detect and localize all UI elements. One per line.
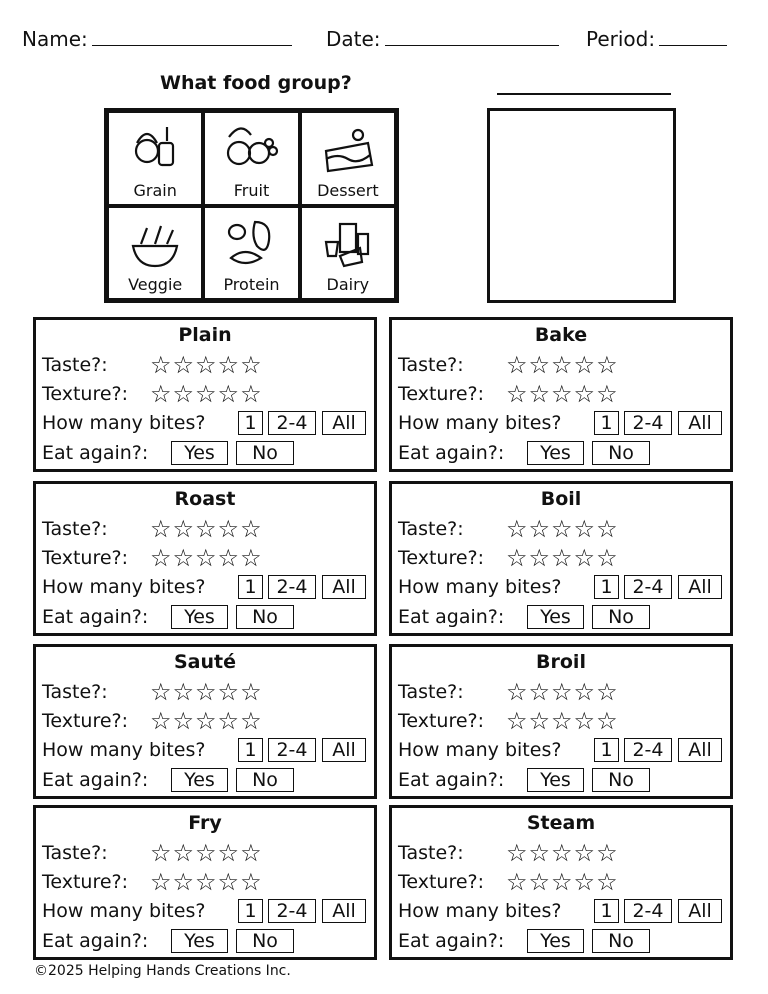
taste-star-rating[interactable]: ☆☆☆☆☆ (506, 515, 619, 543)
texture-star-rating[interactable]: ☆☆☆☆☆ (150, 707, 263, 735)
food-group-label: Dessert (317, 180, 379, 200)
texture-star-rating[interactable]: ☆☆☆☆☆ (150, 380, 263, 408)
bites-label: How many bites? (42, 576, 206, 598)
yes-option[interactable]: Yes (171, 605, 228, 629)
method-card-boil (389, 481, 733, 636)
method-card-broil (389, 644, 733, 799)
bites-option-1[interactable]: 2-4 (268, 411, 316, 435)
texture-label: Texture?: (42, 871, 129, 893)
texture-row (398, 868, 619, 896)
date-label: Date: (326, 27, 381, 51)
bites-label: How many bites? (398, 739, 562, 761)
eat-again-label: Eat again?: (42, 606, 149, 628)
eat-again-label: Eat again?: (398, 442, 505, 464)
food-group-protein[interactable] (203, 206, 299, 301)
bites-option-2[interactable]: All (678, 411, 722, 435)
eat-again-row (398, 604, 634, 630)
food-name-line[interactable] (497, 93, 671, 95)
eat-again-row (42, 767, 278, 793)
eat-again-row (42, 604, 278, 630)
taste-label: Taste?: (398, 518, 464, 540)
card-title: Plain (178, 324, 232, 346)
food-group-dessert[interactable] (300, 111, 396, 206)
eat-again-row (398, 767, 634, 793)
eat-again-label: Eat again?: (398, 606, 505, 628)
salad-bowl-icon (125, 216, 185, 272)
eat-again-row (42, 440, 278, 466)
bites-option-2[interactable]: All (678, 738, 722, 762)
date-field[interactable] (326, 27, 559, 51)
eat-again-label: Eat again?: (42, 930, 149, 952)
method-card-plain (33, 317, 377, 472)
texture-label: Texture?: (398, 710, 485, 732)
taste-row (42, 678, 263, 706)
taste-label: Taste?: (42, 518, 108, 540)
texture-star-rating[interactable]: ☆☆☆☆☆ (150, 868, 263, 896)
period-field[interactable] (586, 27, 727, 51)
texture-label: Texture?: (398, 383, 485, 405)
food-group-veggie[interactable] (107, 206, 203, 301)
no-option[interactable]: No (236, 605, 294, 629)
name-label: Name: (22, 27, 88, 51)
copyright: ©2025 Helping Hands Creations Inc. (34, 963, 291, 979)
taste-row (42, 839, 263, 867)
food-group-title: What food group? (160, 72, 352, 94)
taste-star-rating[interactable]: ☆☆☆☆☆ (506, 351, 619, 379)
taste-label: Taste?: (42, 681, 108, 703)
bites-row (398, 737, 712, 763)
food-group-label: Fruit (233, 180, 270, 200)
method-card-bake (389, 317, 733, 472)
bites-row (42, 898, 356, 924)
taste-label: Taste?: (398, 842, 464, 864)
eat-again-row (398, 928, 634, 954)
eat-again-row (42, 928, 278, 954)
texture-star-rating[interactable]: ☆☆☆☆☆ (506, 868, 619, 896)
bites-label: How many bites? (42, 412, 206, 434)
yes-option[interactable]: Yes (171, 441, 228, 465)
taste-star-rating[interactable]: ☆☆☆☆☆ (150, 678, 263, 706)
bites-option-1[interactable]: 2-4 (624, 899, 672, 923)
yes-option[interactable]: Yes (527, 441, 584, 465)
bites-option-2[interactable]: All (322, 411, 366, 435)
texture-star-rating[interactable]: ☆☆☆☆☆ (506, 544, 619, 572)
yes-option[interactable]: Yes (171, 929, 228, 953)
bites-row (42, 574, 356, 600)
texture-row (398, 380, 619, 408)
no-option[interactable]: No (592, 605, 650, 629)
bites-label: How many bites? (398, 412, 562, 434)
yes-option[interactable]: Yes (527, 605, 584, 629)
eat-again-label: Eat again?: (398, 769, 505, 791)
bites-option-0[interactable]: 1 (594, 899, 619, 923)
card-title: Boil (540, 488, 582, 510)
bites-label: How many bites? (42, 739, 206, 761)
bites-option-0[interactable]: 1 (594, 575, 619, 599)
texture-star-rating[interactable]: ☆☆☆☆☆ (150, 544, 263, 572)
taste-label: Taste?: (398, 354, 464, 376)
method-card-saute (33, 644, 377, 799)
card-title: Bake (534, 324, 588, 346)
eat-again-label: Eat again?: (42, 442, 149, 464)
no-option[interactable]: No (236, 929, 294, 953)
taste-row (398, 351, 619, 379)
bites-option-1[interactable]: 2-4 (624, 738, 672, 762)
bites-row (398, 410, 712, 436)
taste-row (42, 351, 263, 379)
bites-label: How many bites? (398, 576, 562, 598)
food-group-grain[interactable] (107, 111, 203, 206)
bites-row (398, 574, 712, 600)
eat-again-label: Eat again?: (42, 769, 149, 791)
bites-option-1[interactable]: 2-4 (624, 575, 672, 599)
bites-row (42, 410, 356, 436)
card-title: Fry (188, 812, 222, 834)
card-title: Steam (526, 812, 596, 834)
method-card-roast (33, 481, 377, 636)
no-option[interactable]: No (592, 768, 650, 792)
no-option[interactable]: No (592, 441, 650, 465)
no-option[interactable]: No (592, 929, 650, 953)
yes-option[interactable]: Yes (527, 768, 584, 792)
fruit-icon (221, 121, 281, 177)
bites-option-1[interactable]: 2-4 (268, 738, 316, 762)
bites-option-0[interactable]: 1 (238, 899, 263, 923)
taste-label: Taste?: (42, 354, 108, 376)
taste-row (398, 839, 619, 867)
taste-star-rating[interactable]: ☆☆☆☆☆ (150, 351, 263, 379)
cake-icon (318, 121, 378, 177)
texture-label: Texture?: (398, 547, 485, 569)
bites-option-2[interactable]: All (322, 575, 366, 599)
taste-star-rating[interactable]: ☆☆☆☆☆ (506, 839, 619, 867)
yes-option[interactable]: Yes (527, 929, 584, 953)
bites-option-2[interactable]: All (678, 575, 722, 599)
meat-fish-icon (221, 216, 281, 272)
grain-icon (125, 121, 185, 177)
bites-option-2[interactable]: All (322, 899, 366, 923)
eat-again-row (398, 440, 634, 466)
dairy-icon (318, 216, 378, 272)
eat-again-label: Eat again?: (398, 930, 505, 952)
food-group-label: Protein (223, 275, 280, 294)
period-label: Period: (586, 27, 656, 51)
bites-option-2[interactable]: All (678, 899, 722, 923)
texture-label: Texture?: (42, 383, 129, 405)
bites-row (398, 898, 712, 924)
yes-option[interactable]: Yes (171, 768, 228, 792)
texture-row (42, 544, 263, 572)
bites-option-0[interactable]: 1 (594, 411, 619, 435)
food-group-label: Dairy (326, 275, 370, 294)
no-option[interactable]: No (236, 441, 294, 465)
bites-row (42, 737, 356, 763)
food-group-label: Veggie (128, 275, 183, 294)
food-group-label: Grain (133, 180, 177, 200)
card-title: Roast (174, 488, 236, 510)
food-group-dairy[interactable] (300, 206, 396, 301)
bites-option-0[interactable]: 1 (238, 738, 263, 762)
bites-label: How many bites? (398, 900, 562, 922)
bites-label: How many bites? (42, 900, 206, 922)
drawing-box[interactable] (487, 108, 676, 303)
taste-row (398, 678, 619, 706)
bites-option-1[interactable]: 2-4 (268, 575, 316, 599)
texture-label: Texture?: (42, 547, 129, 569)
texture-star-rating[interactable]: ☆☆☆☆☆ (506, 707, 619, 735)
method-card-steam (389, 805, 733, 960)
taste-star-rating[interactable]: ☆☆☆☆☆ (150, 839, 263, 867)
bites-option-0[interactable]: 1 (238, 575, 263, 599)
taste-row (42, 515, 263, 543)
taste-label: Taste?: (42, 842, 108, 864)
bites-option-0[interactable]: 1 (238, 411, 263, 435)
name-field[interactable] (22, 27, 292, 51)
texture-row (42, 380, 263, 408)
texture-star-rating[interactable]: ☆☆☆☆☆ (506, 380, 619, 408)
texture-label: Texture?: (42, 710, 129, 732)
taste-row (398, 515, 619, 543)
texture-label: Texture?: (398, 871, 485, 893)
no-option[interactable]: No (236, 768, 294, 792)
texture-row (42, 707, 263, 735)
texture-row (398, 707, 619, 735)
texture-row (42, 868, 263, 896)
taste-label: Taste?: (398, 681, 464, 703)
taste-star-rating[interactable]: ☆☆☆☆☆ (150, 515, 263, 543)
method-card-fry (33, 805, 377, 960)
card-title: Sauté (173, 651, 236, 673)
bites-option-0[interactable]: 1 (594, 738, 619, 762)
food-group-fruit[interactable] (203, 111, 299, 206)
bites-option-2[interactable]: All (322, 738, 366, 762)
texture-row (398, 544, 619, 572)
bites-option-1[interactable]: 2-4 (268, 899, 316, 923)
card-title: Broil (536, 651, 586, 673)
bites-option-1[interactable]: 2-4 (624, 411, 672, 435)
food-group-grid (104, 108, 399, 303)
taste-star-rating[interactable]: ☆☆☆☆☆ (506, 678, 619, 706)
